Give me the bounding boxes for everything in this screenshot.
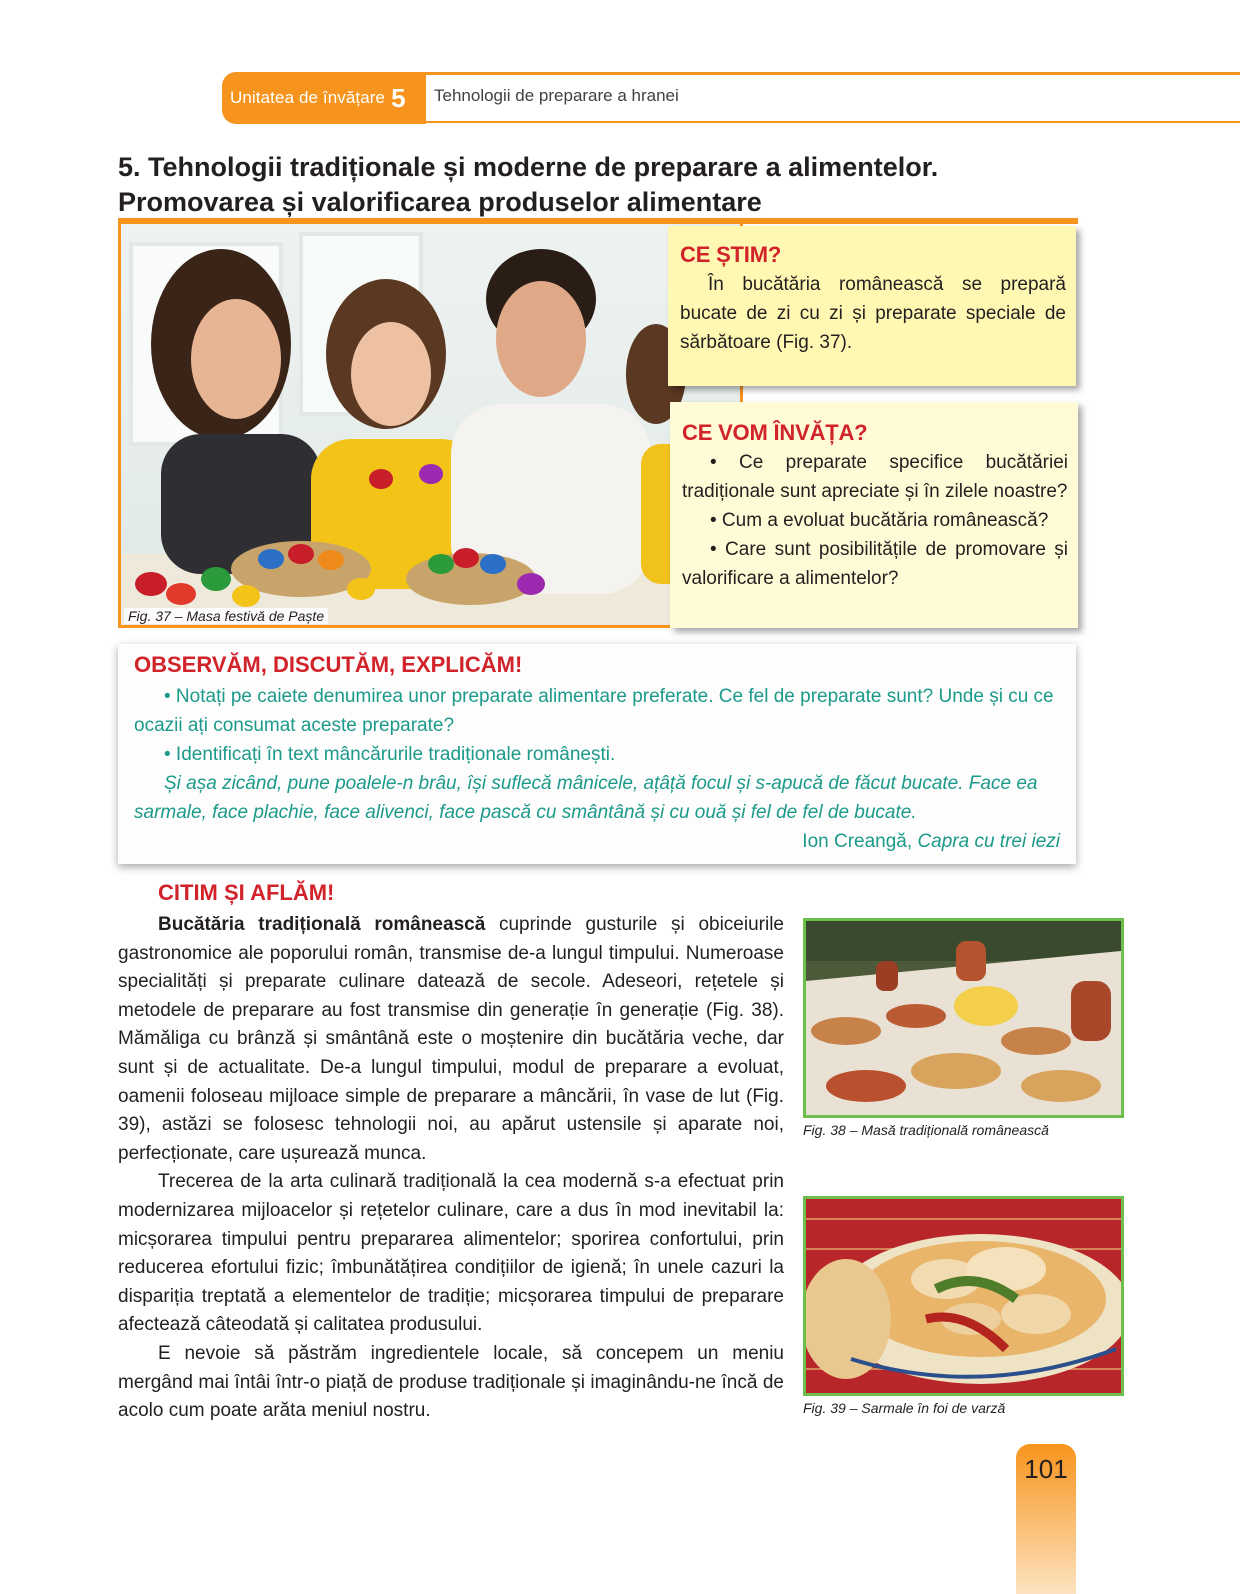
header-rule-top <box>425 72 1240 75</box>
observam-heading: OBSERVĂM, DISCUTĂM, EXPLICĂM! <box>134 652 523 677</box>
ce-stim-text: În bucătăria românească se prepară bucate de zi cu zi și preparate speciale de sărbătoare (Fig. 37). <box>680 274 1066 353</box>
citim-body <box>118 911 784 1426</box>
observam-item2-text: • Identificați în text mâncărurile tradiționale românești. <box>164 744 616 765</box>
lesson-title-line1: 5. Tehnologii tradiționale și moderne de preparare a alimentelor. <box>118 152 939 182</box>
citim-p1-rest: cuprinde gusturile și obiceiurile gastronomice ale poporului român, transmise de-a lungul timpului. Numeroase specialități și preparate culinare datează de secole. Adeseori, rețetele și metodele de preparare au fost transmise din generație în generație (Fig. 38). Mămăliga cu brânză și smântână este o moștenire din bucătăria veche, dar sunt și de actualitate. De-a lungul timpului, modul de preparare a evoluat, oamenii foloseau mijloace simple de preparare a mâncării, în vase de lut (Fig. 39), astăzi se folosesc tehnologii noi, au apărut ustensile și aparate noi, perfecționate, care ușurează munca. <box>118 914 784 1164</box>
unit-tab <box>222 72 426 124</box>
citim-paragraph-1 <box>118 911 784 1168</box>
citim-paragraph-2: Trecerea de la arta culinară tradițională la cea modernă s-a efectuat prin modernizarea mijloacelor și rețetelor culinare, care a dus în mod inevitabil la: micșorarea timpului pentru prepararea alimentelor; sporirea confortului, prin reducerea efortului fizic; îmbunătățirea condițiilor de igienă; în unele cazuri la dispariția treptată a elementelor de tradiție; micșorarea timpului de preparare afectează câteodată și calitatea produsului. <box>118 1171 784 1336</box>
traditional-table-photo <box>803 918 1124 1118</box>
ce-stim-heading: CE ȘTIM? <box>680 242 782 267</box>
lesson-title <box>118 150 1118 220</box>
citim-heading: CITIM ȘI AFLĂM! <box>158 880 335 905</box>
observam-item <box>134 682 1060 740</box>
citim-paragraph-3: E nevoie să păstrăm ingredientele locale, să concepem un meniu mergând mai întâi într-o piață de produse tradiționale și imaginându-ne încă de acolo cum poate arăta meniul nostru. <box>118 1342 784 1422</box>
unit-label: Unitatea de învățare <box>230 88 386 107</box>
observam-box <box>118 644 1076 864</box>
fig37-caption: Fig. 37 – Masa festivă de Paște <box>124 608 328 624</box>
header-rule-bottom <box>425 121 1240 123</box>
creanga-quote <box>134 769 1060 827</box>
fig39-caption: Fig. 39 – Sarmale în foi de varză <box>803 1400 1006 1416</box>
quote-work: Capra cu trei iezi <box>917 831 1060 852</box>
ce-vom-invata-item: • Cum a evoluat bucătăria românească? <box>710 510 1049 531</box>
ce-vom-invata-item: • Care sunt posibilitățile de promovare și valorificare a alimentelor? <box>682 539 1068 589</box>
lesson-title-line2: Promovarea și valorificarea produselor alimentare <box>118 187 762 217</box>
observam-item1-text: • Notați pe caiete denumirea unor preparate alimentare preferate. Ce fel de preparate sunt? Unde și cu ce ocazii ați consumat aceste preparate? <box>134 686 1054 736</box>
page-number: 101 <box>1024 1454 1068 1484</box>
ce-vom-invata-box <box>670 402 1078 628</box>
quote-author: Ion Creangă, <box>802 831 913 852</box>
quote-attribution <box>134 827 1060 856</box>
sarmale-photo <box>803 1196 1124 1396</box>
creanga-quote-text: Și așa zicând, pune poalele-n brâu, își suflecă mânicele, ațâță focul și s-apucă de făcut bucate. Face ea sarmale, face plachie, face alivenci, face pască cu smântână și cu ouă și fel de fel de bucate. <box>134 773 1038 823</box>
ce-vom-invata-heading: CE VOM ÎNVĂȚA? <box>682 420 868 445</box>
unit-number: 5 <box>391 82 406 113</box>
easter-family-photo <box>118 224 743 628</box>
ce-stim-box <box>668 226 1076 386</box>
unit-title: Tehnologii de preparare a hranei <box>434 86 679 105</box>
ce-vom-invata-item: • Ce preparate specifice bucătăriei tradiționale sunt apreciate și în zilele noastre? <box>682 452 1068 502</box>
citim-p1-bold: Bucătăria tradițională românească <box>158 914 486 935</box>
fig38-caption: Fig. 38 – Masă tradițională românească <box>803 1122 1049 1138</box>
